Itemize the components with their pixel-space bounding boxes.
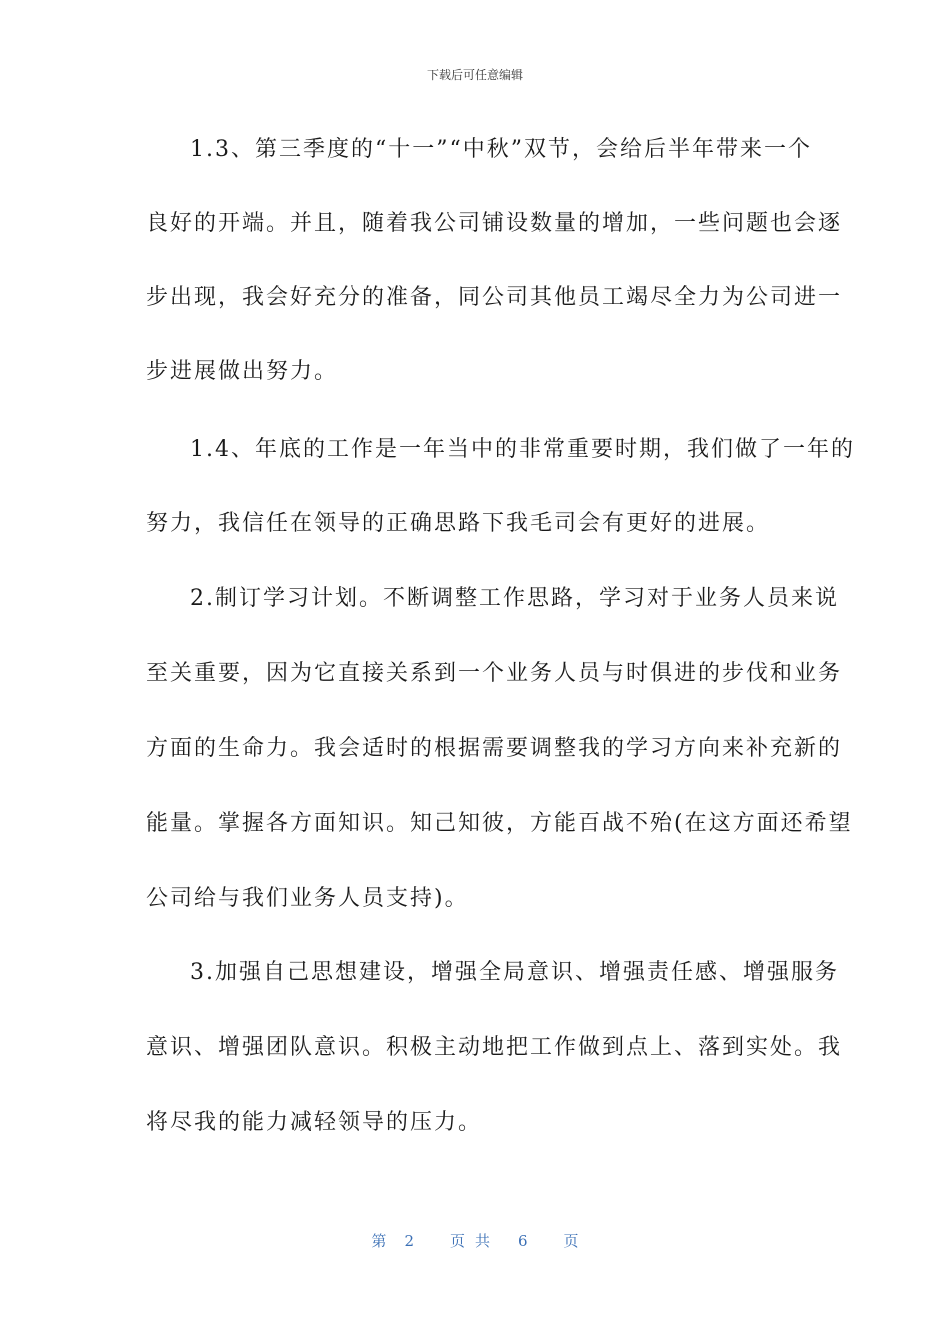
text-line: 步进展做出努力。 <box>146 359 339 384</box>
footer-prefix: 第 <box>371 1232 387 1250</box>
text-line: 努力，我信任在领导的正确思路下我毛司会有更好的进展。 <box>146 511 771 536</box>
text-line: 将尽我的能力减轻领导的压力。 <box>146 1110 483 1135</box>
page-footer <box>0 1230 950 1251</box>
text-line: 1.4、年底的工作是一年当中的非常重要时期，我们做了一年的 <box>190 437 855 462</box>
text-line: 方面的生命力。我会适时的根据需要调整我的学习方向来补充新的 <box>146 736 843 761</box>
text-line: 公司给与我们业务人员支持)。 <box>146 886 469 911</box>
text-line: 步出现，我会好充分的准备，同公司其他员工竭尽全力为公司进一 <box>146 285 843 310</box>
text-line: 2.制订学习计划。不断调整工作思路，学习对于业务人员来说 <box>190 586 839 611</box>
text-line: 意识、增强团队意识。积极主动地把工作做到点上、落到实处。我 <box>146 1035 843 1060</box>
footer-total-pages: 6 <box>518 1232 528 1250</box>
text-line: 能量。掌握各方面知识。知己知彼，方能百战不殆(在这方面还希望 <box>146 811 853 836</box>
text-line: 良好的开端。并且，随着我公司铺设数量的增加，一些问题也会逐 <box>146 211 843 236</box>
footer-page-number: 2 <box>404 1232 414 1250</box>
text-line: 1.3、第三季度的“十一”“中秋”双节，会给后半年带来一个 <box>190 137 812 162</box>
text-line: 3.加强自己思想建设，增强全局意识、增强责任感、增强服务 <box>190 960 839 985</box>
text-line: 至关重要，因为它直接关系到一个业务人员与时俱进的步伐和业务 <box>146 661 843 686</box>
footer-suffix: 页 <box>563 1232 579 1250</box>
page-header: 下载后可任意编辑 <box>426 68 523 82</box>
footer-middle: 页共 <box>449 1232 500 1250</box>
